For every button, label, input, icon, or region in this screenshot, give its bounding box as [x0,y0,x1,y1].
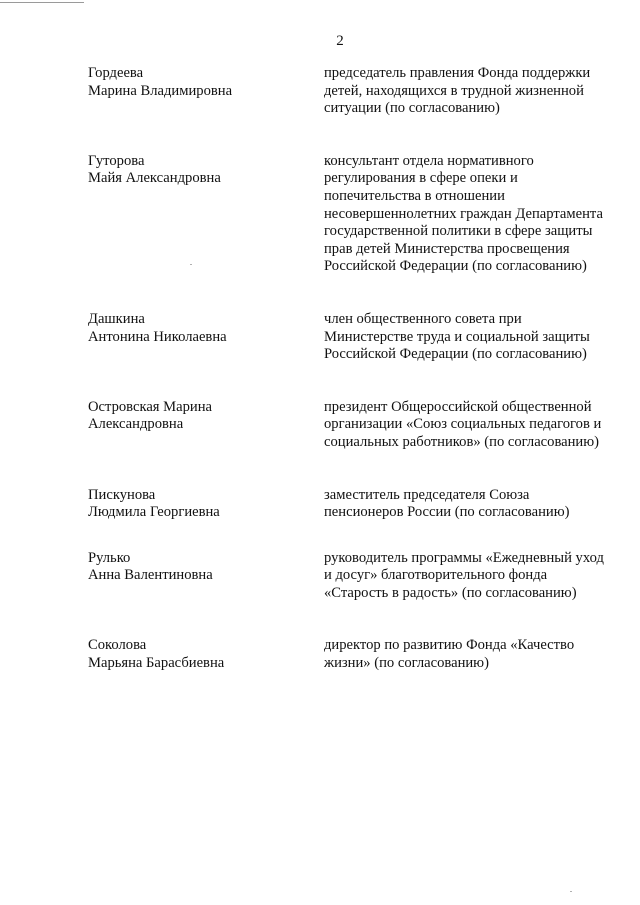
member-surname: Соколова [88,637,147,654]
member-position: заместитель председателя Союза пенсионеров России (по согласованию) [324,486,570,521]
member-surname: Островская Марина [88,398,213,415]
member-surname: Пискунова [88,486,156,503]
member-given-names: Александровна [88,416,184,433]
member-name [88,65,324,118]
member-name [88,311,324,364]
member-position: президент Общероссийской общественной организации «Союз социальных педагогов и социальных работников» (по согласованию) [324,398,602,450]
member-surname: Гуторова [88,152,145,169]
member-given-names: Марьяна Барасбиевна [88,655,225,672]
member-entry [88,637,608,672]
scan-artifact-line [0,2,84,3]
members-list [88,65,608,673]
member-name [88,550,324,603]
member-given-names: Марина Владимировна [88,82,233,99]
member-given-names: Антонина Николаевна [88,328,227,345]
member-entry [88,311,608,364]
member-given-names: Людмила Георгиевна [88,504,220,521]
member-surname: Дашкина [88,310,145,327]
page-number: 2 [336,33,344,49]
member-given-names: Майя Александровна [88,170,221,187]
scan-speck [570,891,572,892]
member-name [88,487,324,522]
member-entry [88,550,608,603]
member-entry [88,487,608,522]
member-surname: Гордеева [88,65,144,81]
member-position: консультант отдела нормативного регулирования в сфере опеки и попечительства в отношении несовершеннолетних граждан Департамента государственной политики в сфере защиты прав детей Министерства просвещения Российской Федерации (по согласованию) [324,152,603,275]
member-name [88,153,324,276]
member-name [88,399,324,452]
member-position: руководитель программы «Ежедневный уход и досуг» благотворительного фонда «Старость в радость» (по согласованию) [324,549,604,601]
member-entry [88,399,608,452]
member-position: директор по развитию Фонда «Качество жизни» (по согласованию) [324,637,575,672]
member-position: председатель правления Фонда поддержки детей, находящихся в трудной жизненной ситуации (по согласованию) [324,65,591,117]
member-name [88,637,324,672]
member-entry [88,153,608,276]
member-surname: Рулько [88,549,131,566]
member-entry [88,65,608,118]
member-position: член общественного совета при Министерстве труда и социальной защиты Российской Федерации (по согласованию) [324,310,590,363]
member-given-names: Анна Валентиновна [88,567,213,584]
